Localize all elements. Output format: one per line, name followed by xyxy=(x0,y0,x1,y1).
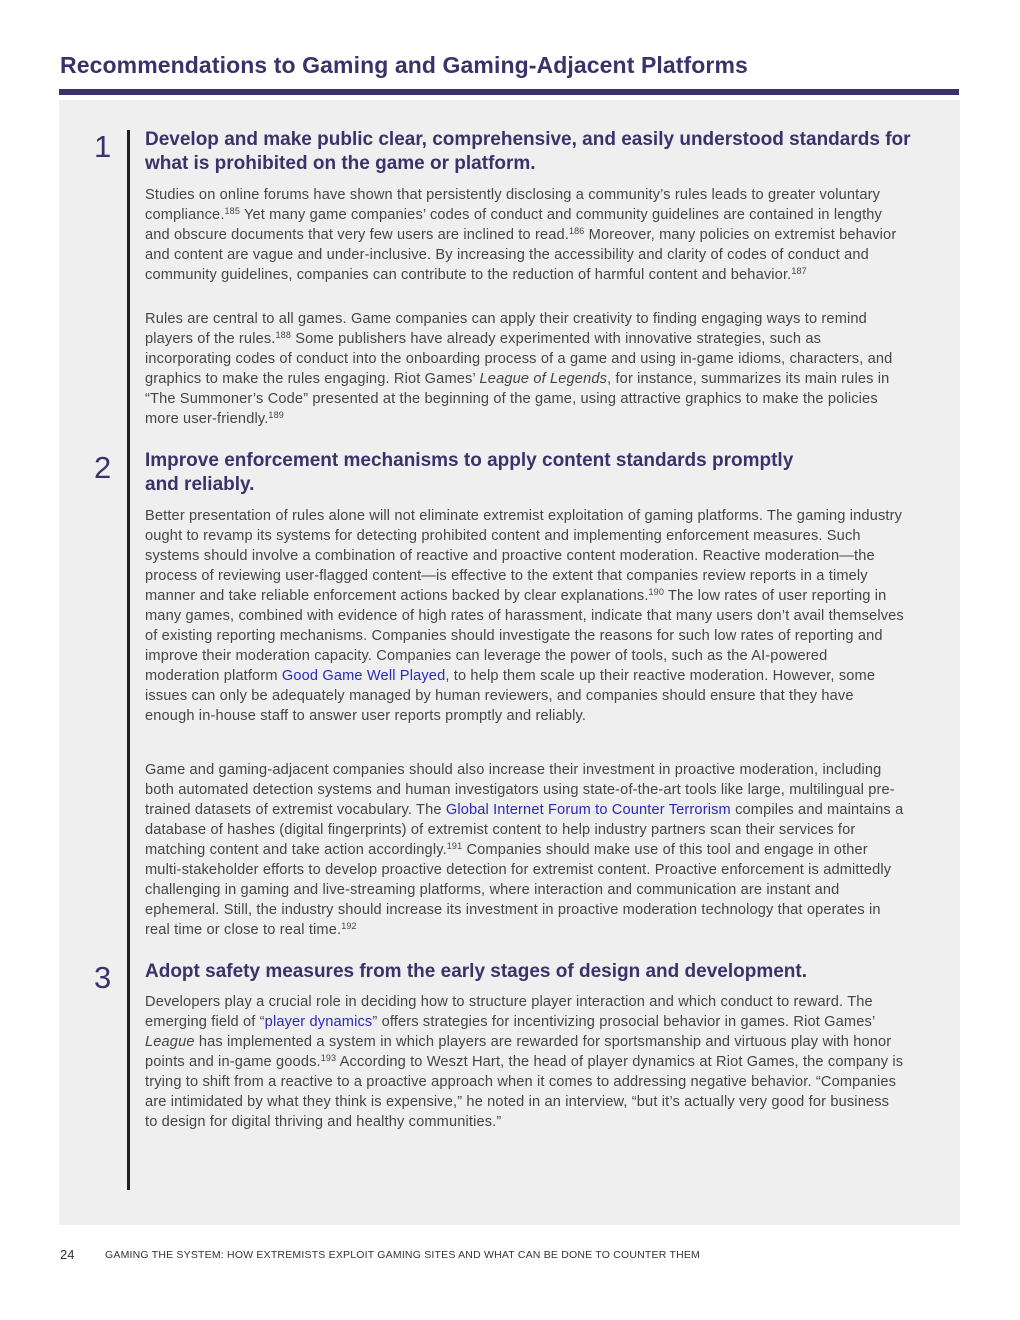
recommendation-number-1: 1 xyxy=(94,129,112,164)
footnote-ref: 192 xyxy=(341,921,357,931)
footnote-ref: 188 xyxy=(275,330,291,340)
page-title: Recommendations to Gaming and Gaming-Adjacent Platforms xyxy=(60,52,748,78)
footnote-ref: 191 xyxy=(446,841,463,851)
gifct-link[interactable]: Global Internet Forum to Counter Terrorism xyxy=(445,802,731,818)
recommendation-number-3: 3 xyxy=(94,960,112,995)
recommendation-1-paragraph-2: Rules are central to all games. Game companies can apply their creativity to finding engaging ways to remind players of the rules.$^{188}$ Some publishers have already experimented with innovative strategies, such as incorporating codes of conduct into the onboarding process of a game and using in-game idioms, characters, and graphics to make the rules engaging. Riot Games’ League of Legends, for instance, summarizes its main rules in “The Summoner’s Code” presented at the beginning of the game, using attractive graphics to make the policies more user-friendly.$^{189}$ xyxy=(145,311,893,427)
recommendation-heading-2: Improve enforcement mechanisms to apply content standards promptly and reliably. xyxy=(145,450,794,495)
footnote-ref: 185 xyxy=(224,206,240,216)
title-rule xyxy=(59,89,959,95)
player-dynamics-link[interactable]: player dynamics xyxy=(264,1014,373,1030)
recommendation-3-paragraph-1: Developers play a crucial role in deciding how to structure player interaction and which conduct to reward. The emerging field of “player dynamics” offers strategies for incentivizing prosocial behavior in games. Riot Games’ League has implemented a system in which players are rewarded for sportsmanship and virtuous play with honor points and in-game goods.$^{193}$ According to Weszt Hart, the head of player dynamics at Riot Games, the company is trying to shift from a reactive to a proactive approach when it comes to addressing negative behavior. “Companies are intimidated by what they think is expensive,” he noted in an interview, “but it’s actually very good for business to design for digital thriving and healthy communities.” xyxy=(145,994,904,1130)
recommendation-heading-1: Develop and make public clear, comprehensive, and easily understood standards for what is prohibited on the game or platform. xyxy=(145,129,911,174)
recommendation-2-paragraph-2: Game and gaming-adjacent companies should also increase their investment in proactive moderation, including both automated detection systems and human investigators using state-of-the-art tools like large, multilingual pre-trained datasets of extremist vocabulary. The Global Internet Forum to Counter Terrorism compiles and maintains a database of hashes (digital fingerprints) of extremist content to help industry partners scan their services for matching content and take action accordingly.$^{191}$ Companies should make use of this tool and engage in other multi-stakeholder efforts to develop proactive detection for extremist content. Proactive enforcement is admittedly challenging in gaming and live-streaming platforms, where interaction and communication are instant and ephemeral. Still, the industry should increase its investment in proactive moderation technology that operates in real time or close to real time.$^{192}$ xyxy=(145,762,904,938)
recommendation-2-paragraph-1: Better presentation of rules alone will not eliminate extremist exploitation of gaming platforms. The gaming industry ought to revamp its systems for detecting prohibited content and implementing enforcement measures. Such systems should involve a combination of reactive and proactive content moderation. Reactive moderation—the process of reviewing user-flagged content—is effective to the extent that companies review reports in a timely manner and take reliable enforcement actions backed by clear explanations.$^{190}$ The low rates of user reporting in many games, combined with evidence of high rates of harassment, indicate that many users don’t avail themselves of existing reporting mechanisms. Companies should investigate the reasons for such low rates of reporting and improve their moderation capacity. Companies can leverage the power of tools, such as the AI-powered moderation platform Good Game Well Played, to help them scale up their reactive moderation. However, some issues can only be adequately managed by human reviewers, and companies should ensure that they have enough in-house staff to answer user reports promptly and reliably. xyxy=(145,508,904,724)
footnote-ref: 186 xyxy=(568,226,585,236)
footnote-ref: 190 xyxy=(648,587,664,597)
recommendation-heading-3: Adopt safety measures from the early stages of design and development. xyxy=(145,961,808,982)
page-number: 24 xyxy=(60,1247,75,1262)
recommendation-1-paragraph-1: Studies on online forums have shown that persistently disclosing a community’s rules leads to greater voluntary compliance.$^{185}$ Yet many game companies’ codes of conduct and community guidelines are contained in lengthy and obscure documents that very few users are inclined to read.$^{186}$ Moreover, many policies on extremist behavior and content are vague and under-inclusive. By increasing the accessibility and clarity of codes of conduct and community guidelines, companies can contribute to the reduction of harmful content and behavior.$^{187}$ xyxy=(145,187,897,283)
footnote-ref: 193 xyxy=(320,1053,337,1063)
recommendation-number-2: 2 xyxy=(94,450,112,485)
footnote-ref: 189 xyxy=(268,410,284,420)
footnote-ref: 187 xyxy=(791,266,807,276)
running-title: GAMING THE SYSTEM: HOW EXTREMISTS EXPLOIT GAMING SITES AND WHAT CAN BE DONE TO COUNTER THEM xyxy=(105,1249,700,1261)
vertical-rule xyxy=(127,130,130,1190)
good-game-well-played-link[interactable]: Good Game Well Played xyxy=(281,668,446,684)
game-title: League of Legends xyxy=(479,371,608,387)
game-title: League xyxy=(145,1034,195,1050)
